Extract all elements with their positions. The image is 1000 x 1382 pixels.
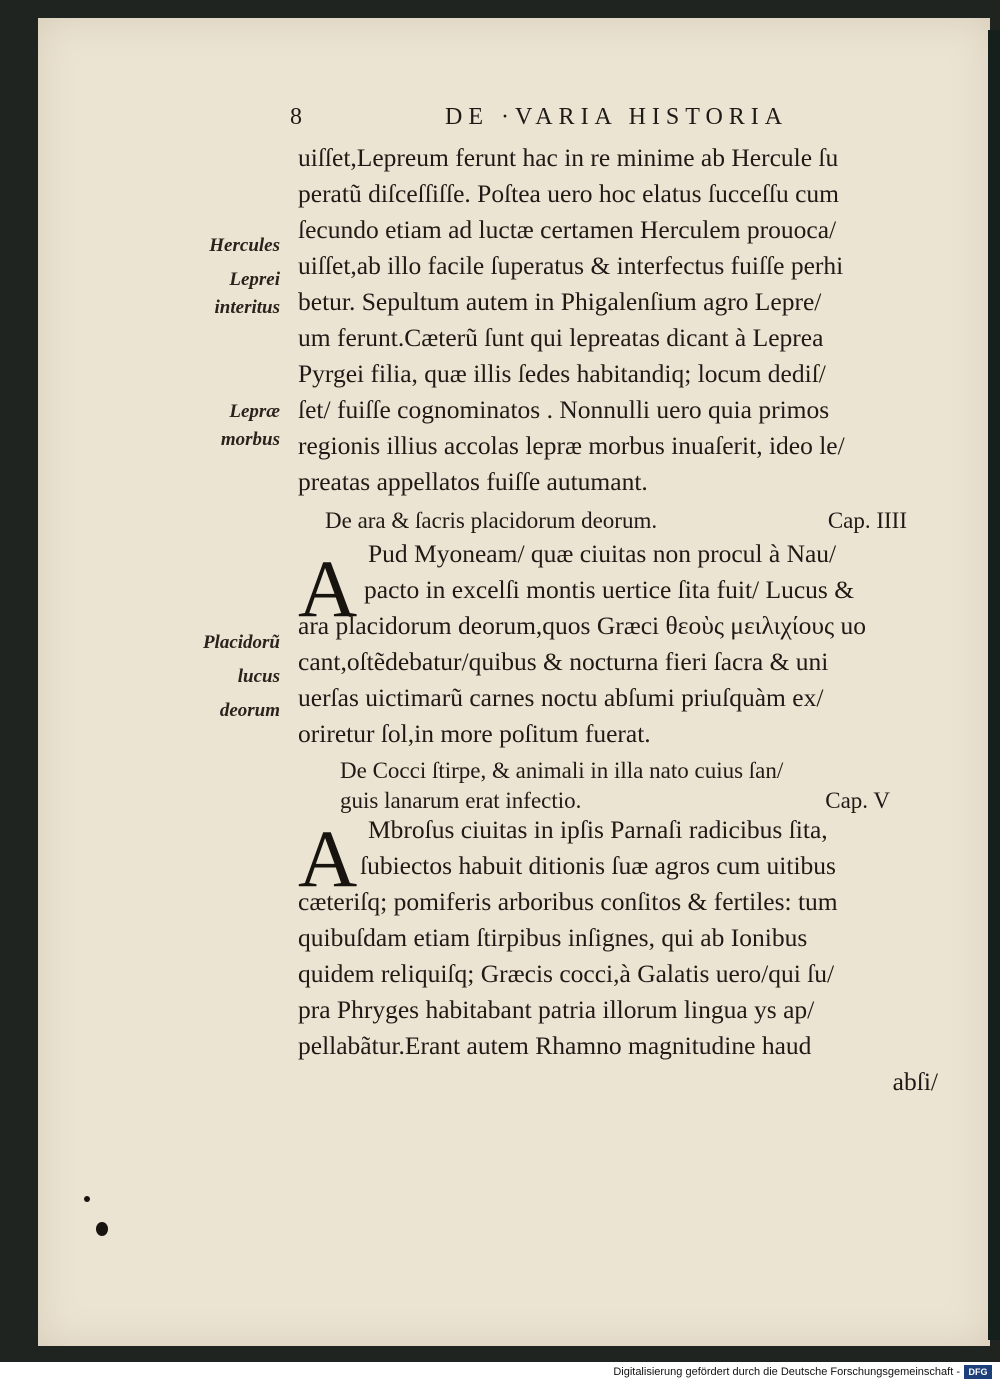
text-line: preatas appellatos fuiſſe autumant.	[298, 467, 648, 496]
chapter-title: De Cocci ſtirpe, & animali in illa nato cuius ſan/	[340, 758, 784, 783]
margin-note-line: Placidorũ	[202, 632, 280, 653]
text-line: Mbroſus ciuitas in ipſis Parnaſi radicibus ſita,	[368, 815, 828, 844]
chapter-4-text	[298, 536, 938, 752]
text-line: ſet/ fuiſſe cognominatos . Nonnulli uero quia primos	[298, 395, 830, 424]
margin-note-line: morbus	[220, 429, 280, 450]
book-title: DE ·VARIA HISTORIA	[445, 104, 789, 130]
text-line: ara placidorum deorum,quos Græci θεοὺς μειλιχίους uo	[298, 611, 866, 640]
text-line: Pyrgei filia, quæ illis ſedes habitandiq; locum dediſ/	[298, 359, 826, 388]
text-line: pellabãtur.Erant autem Rhamno magnitudine haud	[298, 1031, 812, 1060]
margin-note-lepra	[180, 398, 280, 454]
margin-note-line: deorum	[219, 700, 280, 721]
text-line: quidem reliquiſq; Græcis cocci,à Galatis uero/qui ſu/	[298, 959, 835, 988]
text-line: regionis illius accolas lepræ morbus inuaſerit, ideo le/	[298, 431, 845, 460]
chapter-title: De ara & ſacris placidorum deorum.	[325, 508, 658, 533]
text-line: Pud Myoneam/ quæ ciuitas non procul à Nau/	[368, 539, 837, 568]
text-line: cæteriſq; pomiferis arboribus conſitos & fertiles: tum	[298, 887, 838, 916]
running-head	[290, 104, 790, 138]
text-line: um ferunt.Cæterũ ſunt qui lepreatas dicant à Leprea	[298, 323, 824, 352]
text-line: uerſas uictimarũ carnes noctu abſumi priuſquàm ex/	[298, 683, 824, 712]
ink-spot	[96, 1222, 108, 1236]
text-line: cant,oſtẽdebatur/quibus & nocturna fieri ſacra & uni	[298, 647, 829, 676]
chapter-number: Cap. V	[825, 788, 890, 813]
margin-note-line: Lepræ	[229, 401, 280, 422]
text-line: quibuſdam etiam ſtirpibus inſignes, qui ab Ionibus	[298, 923, 808, 952]
text-line: peratũ diſceſſiſſe. Poſtea uero hoc elatus ſucceſſu cum	[298, 179, 839, 208]
text-line: betur. Sepultum autem in Phigalenſium agro Lepre/	[298, 287, 822, 316]
text-line: ſubiectos habuit ditionis ſuæ agros cum uitibus	[360, 851, 836, 880]
chapter-title: guis lanarum erat infectio.	[340, 788, 582, 813]
dfg-logo-icon: DFG	[964, 1365, 992, 1379]
digitization-credit: Digitalisierung gefördert durch die Deutsche Forschungsgemeinschaft -	[613, 1366, 960, 1378]
margin-note-hercules	[180, 232, 280, 322]
text-line: uiſſet,ab illo facile ſuperatus & interfectus fuiſſe perhi	[298, 251, 844, 280]
page-number: 8	[290, 104, 302, 130]
catchword: abſi/	[892, 1067, 938, 1096]
text-line: oriretur ſol,in more poſitum fuerat.	[298, 719, 651, 748]
page-edge	[988, 30, 1000, 1340]
chapter-5-text	[298, 812, 938, 1100]
margin-note-line: Leprei	[229, 269, 280, 290]
margin-note-line: Hercules	[209, 235, 280, 256]
passage-1	[298, 140, 938, 500]
drop-cap: A	[298, 543, 358, 634]
margin-note-placidorum	[180, 626, 280, 728]
chapter-number: Cap. IIII	[827, 508, 907, 533]
text-line: pra Phryges habitabant patria illorum lingua ys ap/	[298, 995, 815, 1024]
text-line: pacto in excelſi montis uertice ſita fuit/ Lucus &	[364, 575, 855, 604]
margin-note-line: interitus	[214, 297, 280, 318]
text-line: uiſſet,Lepreum ferunt hac in re minime ab Hercule ſu	[298, 143, 839, 172]
drop-cap: A	[298, 813, 358, 904]
text-line: ſecundo etiam ad luctæ certamen Herculem prouoca/	[298, 215, 837, 244]
ink-spot	[84, 1196, 90, 1202]
margin-note-line: lucus	[237, 666, 280, 687]
